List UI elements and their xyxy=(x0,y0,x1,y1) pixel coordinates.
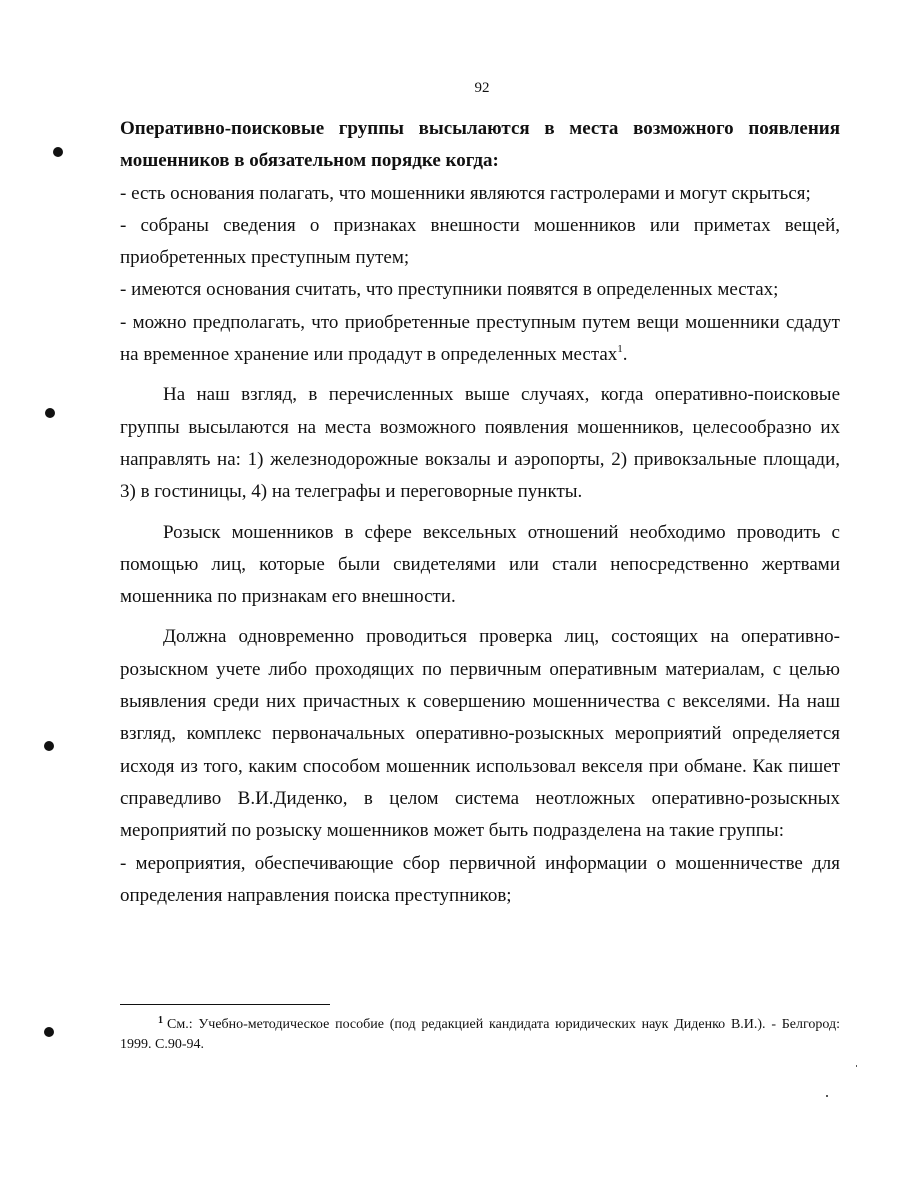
list-item-gastrolers: - есть основания полагать, что мошенники являются гастролерами и могут скрыться; xyxy=(120,182,811,204)
list-item-storage-text: - можно предполагать, что приобретенные преступным путем вещи мошенники сдадут на временное хранение или продадут в определенных местах xyxy=(120,311,840,366)
binder-hole-mark xyxy=(45,408,55,418)
bold-heading-paragraph: Оперативно-поисковые группы высылаются в места возможного появления мошенников в обязательном порядке когда: xyxy=(120,118,840,172)
binder-hole-mark xyxy=(53,147,63,157)
paragraph-our-view: На наш взгляд, в перечисленных выше случаях, когда оперативно-поисковые группы высылаются на места возможного появления мошенников, целесообразно их направлять на: 1) железнодорожные вокзалы и аэропорты, 2) привокзальные площади, 3) в гостиницы, 4) на телеграфы и переговорные пункты. xyxy=(120,384,840,503)
footnote-text: См.: Учебно-методическое пособие (под редакцией кандидата юридических наук Диденко В.И.). - Белгород: 1999. С.90-94. xyxy=(120,1017,840,1052)
list-item-measures: - мероприятия, обеспечивающие сбор первичной информации о мошенничестве для определения направления поиска преступников; xyxy=(120,852,840,906)
footnote xyxy=(120,1015,840,1055)
list-item-storage xyxy=(120,307,840,372)
scan-speck xyxy=(856,1065,857,1067)
scan-speck xyxy=(826,1095,828,1097)
list-item-appearance: - собраны сведения о признаках внешности мошенников или приметах вещей, приобретенных преступным путем; xyxy=(120,214,840,269)
list-item-places: - имеются основания считать, что преступники появятся в определенных местах; xyxy=(120,279,779,301)
footnote-reference: 1 xyxy=(617,343,623,356)
main-text xyxy=(120,113,840,912)
paragraph-verification: Должна одновременно проводиться проверка лиц, состоящих на оперативно-розыскном учете либо проходящих по первичным оперативным материалам, с целью выявления среди них причастных к совершению мошенничества с векселями. На наш взгляд, комплекс первоначальных оперативно-розыскных мероприятий определяется исходя из того, каким способом мошенник использовал векселя при обмане. Как пишет справедливо В.И.Диденко, в целом система неотложных оперативно-розыскных мероприятий по розыску мошенников может быть подразделена на такие группы: xyxy=(120,626,840,842)
paragraph-search-bills: Розыск мошенников в сфере вексельных отношений необходимо проводить с помощью лиц, которые были свидетелями или стали непосредственно жертвами мошенника по признакам его внешности. xyxy=(120,521,840,608)
page-number: 92 xyxy=(474,80,490,96)
binder-hole-mark xyxy=(44,741,54,751)
footnote-marker: 1 xyxy=(158,1015,163,1026)
footnote-divider xyxy=(120,1004,330,1005)
footnote-reference-period: . xyxy=(622,344,628,366)
binder-hole-mark xyxy=(44,1027,54,1037)
